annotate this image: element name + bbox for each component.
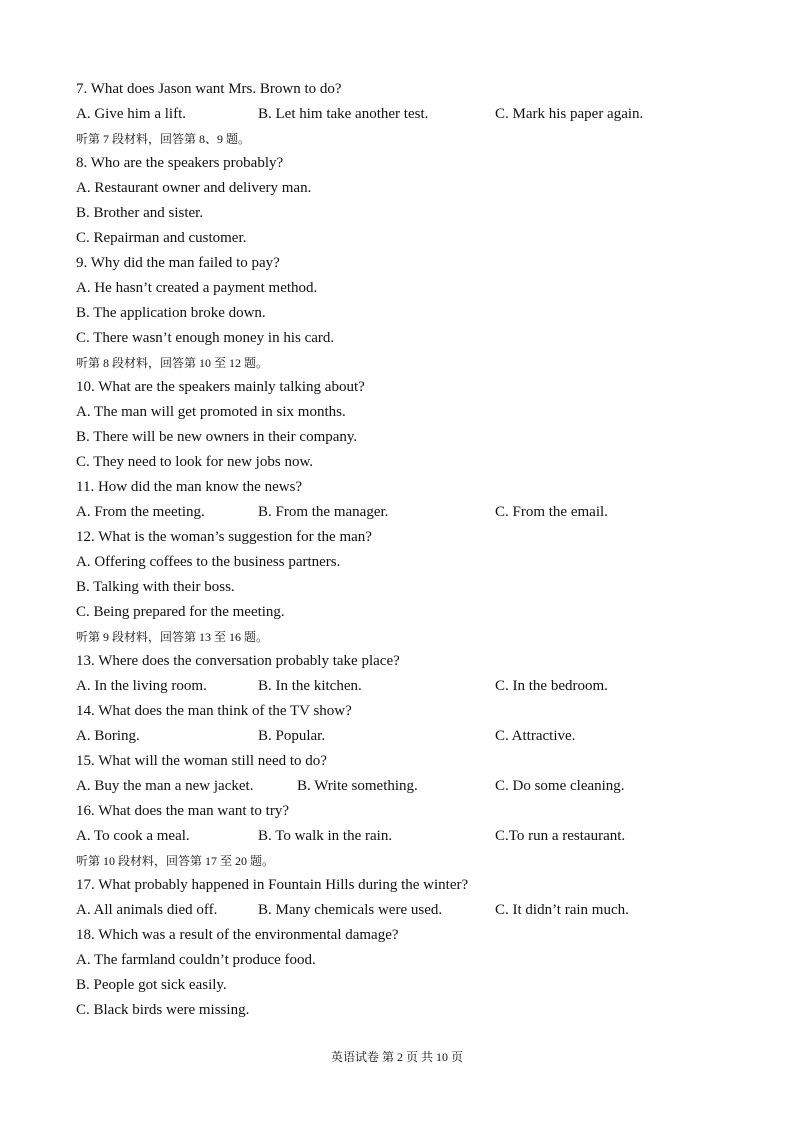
option-a: A. In the living room. (76, 678, 207, 694)
option-c: C. From the email. (495, 504, 608, 520)
option-c: C. Mark his paper again. (495, 106, 644, 122)
section-instruction: 听第 10 段材料，回答第 17 至 20 题。 (76, 854, 275, 868)
option-line: C. Being prepared for the meeting. (76, 604, 285, 620)
exam-page-content (76, 77, 766, 1023)
option-a: A. To cook a meal. (76, 828, 190, 844)
question-text: 10. What are the speakers mainly talking about? (76, 379, 365, 395)
option-c: C. In the bedroom. (495, 678, 608, 694)
option-row (76, 102, 766, 127)
option-line: A. Offering coffees to the business partners. (76, 554, 341, 570)
option-line: C. They need to look for new jobs now. (76, 454, 314, 470)
option-line: B. The application broke down. (76, 305, 266, 321)
option-row (76, 898, 766, 923)
question-text: 14. What does the man think of the TV show? (76, 703, 352, 719)
question-text: 12. What is the woman’s suggestion for the man? (76, 529, 372, 545)
option-line: A. The farmland couldn’t produce food. (76, 952, 316, 968)
option-c: C. Attractive. (495, 728, 576, 744)
option-c: C. Do some cleaning. (495, 778, 625, 794)
option-line: C. Repairman and customer. (76, 230, 247, 246)
question-text: 16. What does the man want to try? (76, 803, 290, 819)
question-text: 17. What probably happened in Fountain Hills during the winter? (76, 877, 469, 893)
option-b: B. Popular. (258, 728, 326, 744)
option-b: B. To walk in the rain. (258, 828, 393, 844)
option-row (76, 674, 766, 699)
option-b: B. Write something. (297, 778, 418, 794)
option-a: A. Boring. (76, 728, 140, 744)
option-line: A. He hasn’t created a payment method. (76, 280, 318, 296)
section-instruction: 听第 7 段材料，回答第 8、9 题。 (76, 132, 251, 146)
option-row (76, 500, 766, 525)
option-line: B. There will be new owners in their company. (76, 429, 358, 445)
question-text: 15. What will the woman still need to do? (76, 753, 327, 769)
option-b: B. Many chemicals were used. (258, 902, 443, 918)
question-text: 9. Why did the man failed to pay? (76, 255, 280, 271)
option-row (76, 724, 766, 749)
option-c: C.To run a restaurant. (495, 828, 626, 844)
option-line: B. People got sick easily. (76, 977, 227, 993)
option-line: C. Black birds were missing. (76, 1002, 250, 1018)
question-text: 11. How did the man know the news? (76, 479, 303, 495)
option-b: B. From the manager. (258, 504, 389, 520)
option-line: A. The man will get promoted in six months. (76, 404, 346, 420)
question-text: 7. What does Jason want Mrs. Brown to do? (76, 81, 342, 97)
question-text: 13. Where does the conversation probably take place? (76, 653, 400, 669)
option-b: B. In the kitchen. (258, 678, 362, 694)
option-row (76, 824, 766, 849)
option-a: A. All animals died off. (76, 902, 218, 918)
section-instruction: 听第 8 段材料，回答第 10 至 12 题。 (76, 356, 269, 370)
option-line: B. Talking with their boss. (76, 579, 235, 595)
question-text: 8. Who are the speakers probably? (76, 155, 284, 171)
option-a: A. Give him a lift. (76, 106, 186, 122)
section-instruction: 听第 9 段材料，回答第 13 至 16 题。 (76, 630, 269, 644)
option-a: A. Buy the man a new jacket. (76, 778, 254, 794)
option-c: C. It didn’t rain much. (495, 902, 629, 918)
question-text: 18. Which was a result of the environmental damage? (76, 927, 399, 943)
option-a: A. From the meeting. (76, 504, 205, 520)
option-line: B. Brother and sister. (76, 205, 204, 221)
page-footer: 英语试卷 第 2 页 共 10 页 (330, 1050, 463, 1064)
option-row (76, 774, 766, 799)
option-line: A. Restaurant owner and delivery man. (76, 180, 312, 196)
option-line: C. There wasn’t enough money in his card. (76, 330, 335, 346)
option-b: B. Let him take another test. (258, 106, 429, 122)
